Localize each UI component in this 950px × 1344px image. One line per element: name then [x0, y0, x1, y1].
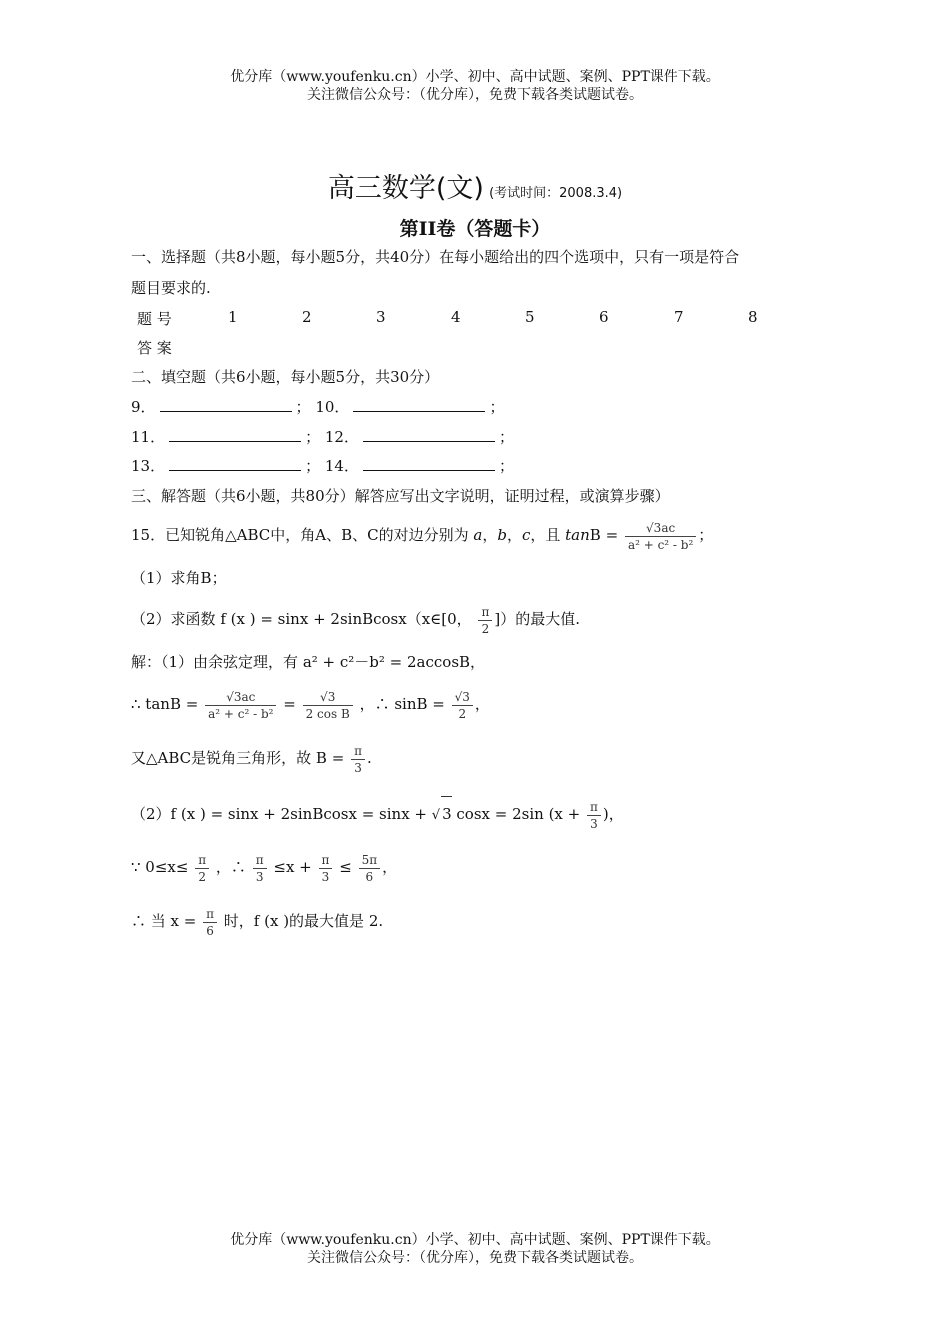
page-footer — [0, 1231, 950, 1267]
fill-blank-14[interactable] — [363, 456, 495, 471]
fill-label-12: 12． — [324, 428, 359, 446]
solution-line-6: ∴ 当 x = $\frac{\pi}{6}$ 时，f (x )的最大值是 2. — [131, 906, 384, 938]
fill-row-1: 9． ； 10． ； — [131, 398, 505, 416]
answer-number-4: 4 — [451, 308, 461, 326]
solution-line-3: 又△ABC是锐角三角形，故 B = $\frac{\pi}{3}$ . — [131, 743, 372, 775]
answer-number-3: 3 — [376, 308, 386, 326]
answer-number-8: 8 — [748, 308, 758, 326]
fill-blank-10[interactable] — [353, 397, 485, 412]
pi-over-2-fraction: $\frac{\pi}{2}$ — [478, 604, 492, 637]
row-label-number: 题 号 — [137, 310, 172, 328]
header-line-2: 关注微信公众号：（优分库），免费下载各类试题试卷。 — [307, 87, 643, 103]
row-label-answer: 答 案 — [137, 339, 172, 357]
answer-number-7: 7 — [674, 308, 684, 326]
solution-line-4: （2）f (x ) = sinx + 2sinBcosx = sinx + √ 3 cosx = 2sin (x + $\frac{\pi}{3}$ )， — [131, 796, 624, 833]
answer-number-5: 5 — [525, 308, 535, 326]
fill-label-11: 11． — [131, 428, 166, 446]
page-title — [0, 166, 950, 205]
title-exam-date: (考试时间：2008.3.4) — [489, 186, 623, 201]
page-subtitle: 第II卷（答题卡） — [399, 218, 551, 240]
answer-number-1: 1 — [228, 308, 238, 326]
solution-line-2: ∴ tanB = $\frac{√3ac}{\text{a² + c² - b²}}$ = $\frac{√3}{\text{2 cos B}}$ ，∴ sinB = $\frac{√3}{2}$ ， — [131, 689, 490, 721]
page-header — [0, 68, 950, 104]
question-15-part-2: （2）求函数 f (x ) = sinx + 2sinBcosx（x∈[0， $\frac{\pi}{2}$ ]）的最大值. — [131, 604, 580, 636]
solution-line-5: ∵ 0≤x≤ $\frac{\pi}{2}$ ，∴ $\frac{\pi}{3}$ ≤x + $\frac{\pi}{3}$ ≤ $\frac{5\pi}{6}$ ， — [131, 852, 398, 884]
fill-label-10: 10． — [315, 398, 350, 416]
question-15: 15．已知锐角△ABC中，角A、B、C的对边分别为 a，b，c，且 tanB = $\frac{√3ac}{\text{a² + c² - b²}}$ ； — [131, 520, 714, 552]
fill-blank-12[interactable] — [363, 427, 495, 442]
question-15-part-1: （1）求角B； — [131, 569, 227, 587]
header-line-1: 优分库（www.youfenku.cn）小学、初中、高中试题、案例、PPT课件下载。 — [230, 69, 720, 85]
fill-label-9: 9． — [131, 398, 156, 416]
answer-number-2: 2 — [302, 308, 312, 326]
fill-row-3: 13． ； 14． ； — [131, 457, 514, 475]
section1-line1: 一、选择题（共8小题，每小题5分，共40分）在每小题给出的四个选项中，只有一项是符合 — [131, 248, 740, 266]
solution-line-1: 解：（1）由余弦定理，有 a² + c²－b² = 2accosB， — [131, 653, 486, 671]
fill-blank-11[interactable] — [169, 427, 301, 442]
fill-label-14: 14． — [324, 457, 359, 475]
fill-blank-13[interactable] — [169, 456, 301, 471]
answer-number-6: 6 — [599, 308, 609, 326]
section1-line2: 题目要求的. — [131, 279, 211, 297]
fill-row-2: 11． ； 12． ； — [131, 428, 514, 446]
footer-line-2: 关注微信公众号：（优分库），免费下载各类试题试卷。 — [307, 1250, 643, 1266]
section2-heading: 二、填空题（共6小题，每小题5分，共30分） — [131, 368, 440, 386]
tanB-fraction: $\frac{√3ac}{\text{a² + c² - b²}}$ — [625, 520, 696, 553]
section3-heading: 三、解答题（共6小题，共80分）解答应写出文字说明，证明过程，或演算步骤） — [131, 487, 670, 505]
fill-label-13: 13． — [131, 457, 166, 475]
title-main: 高三数学(文) — [327, 173, 484, 204]
footer-line-1: 优分库（www.youfenku.cn）小学、初中、高中试题、案例、PPT课件下载。 — [230, 1232, 720, 1248]
fill-blank-9[interactable] — [160, 397, 292, 412]
